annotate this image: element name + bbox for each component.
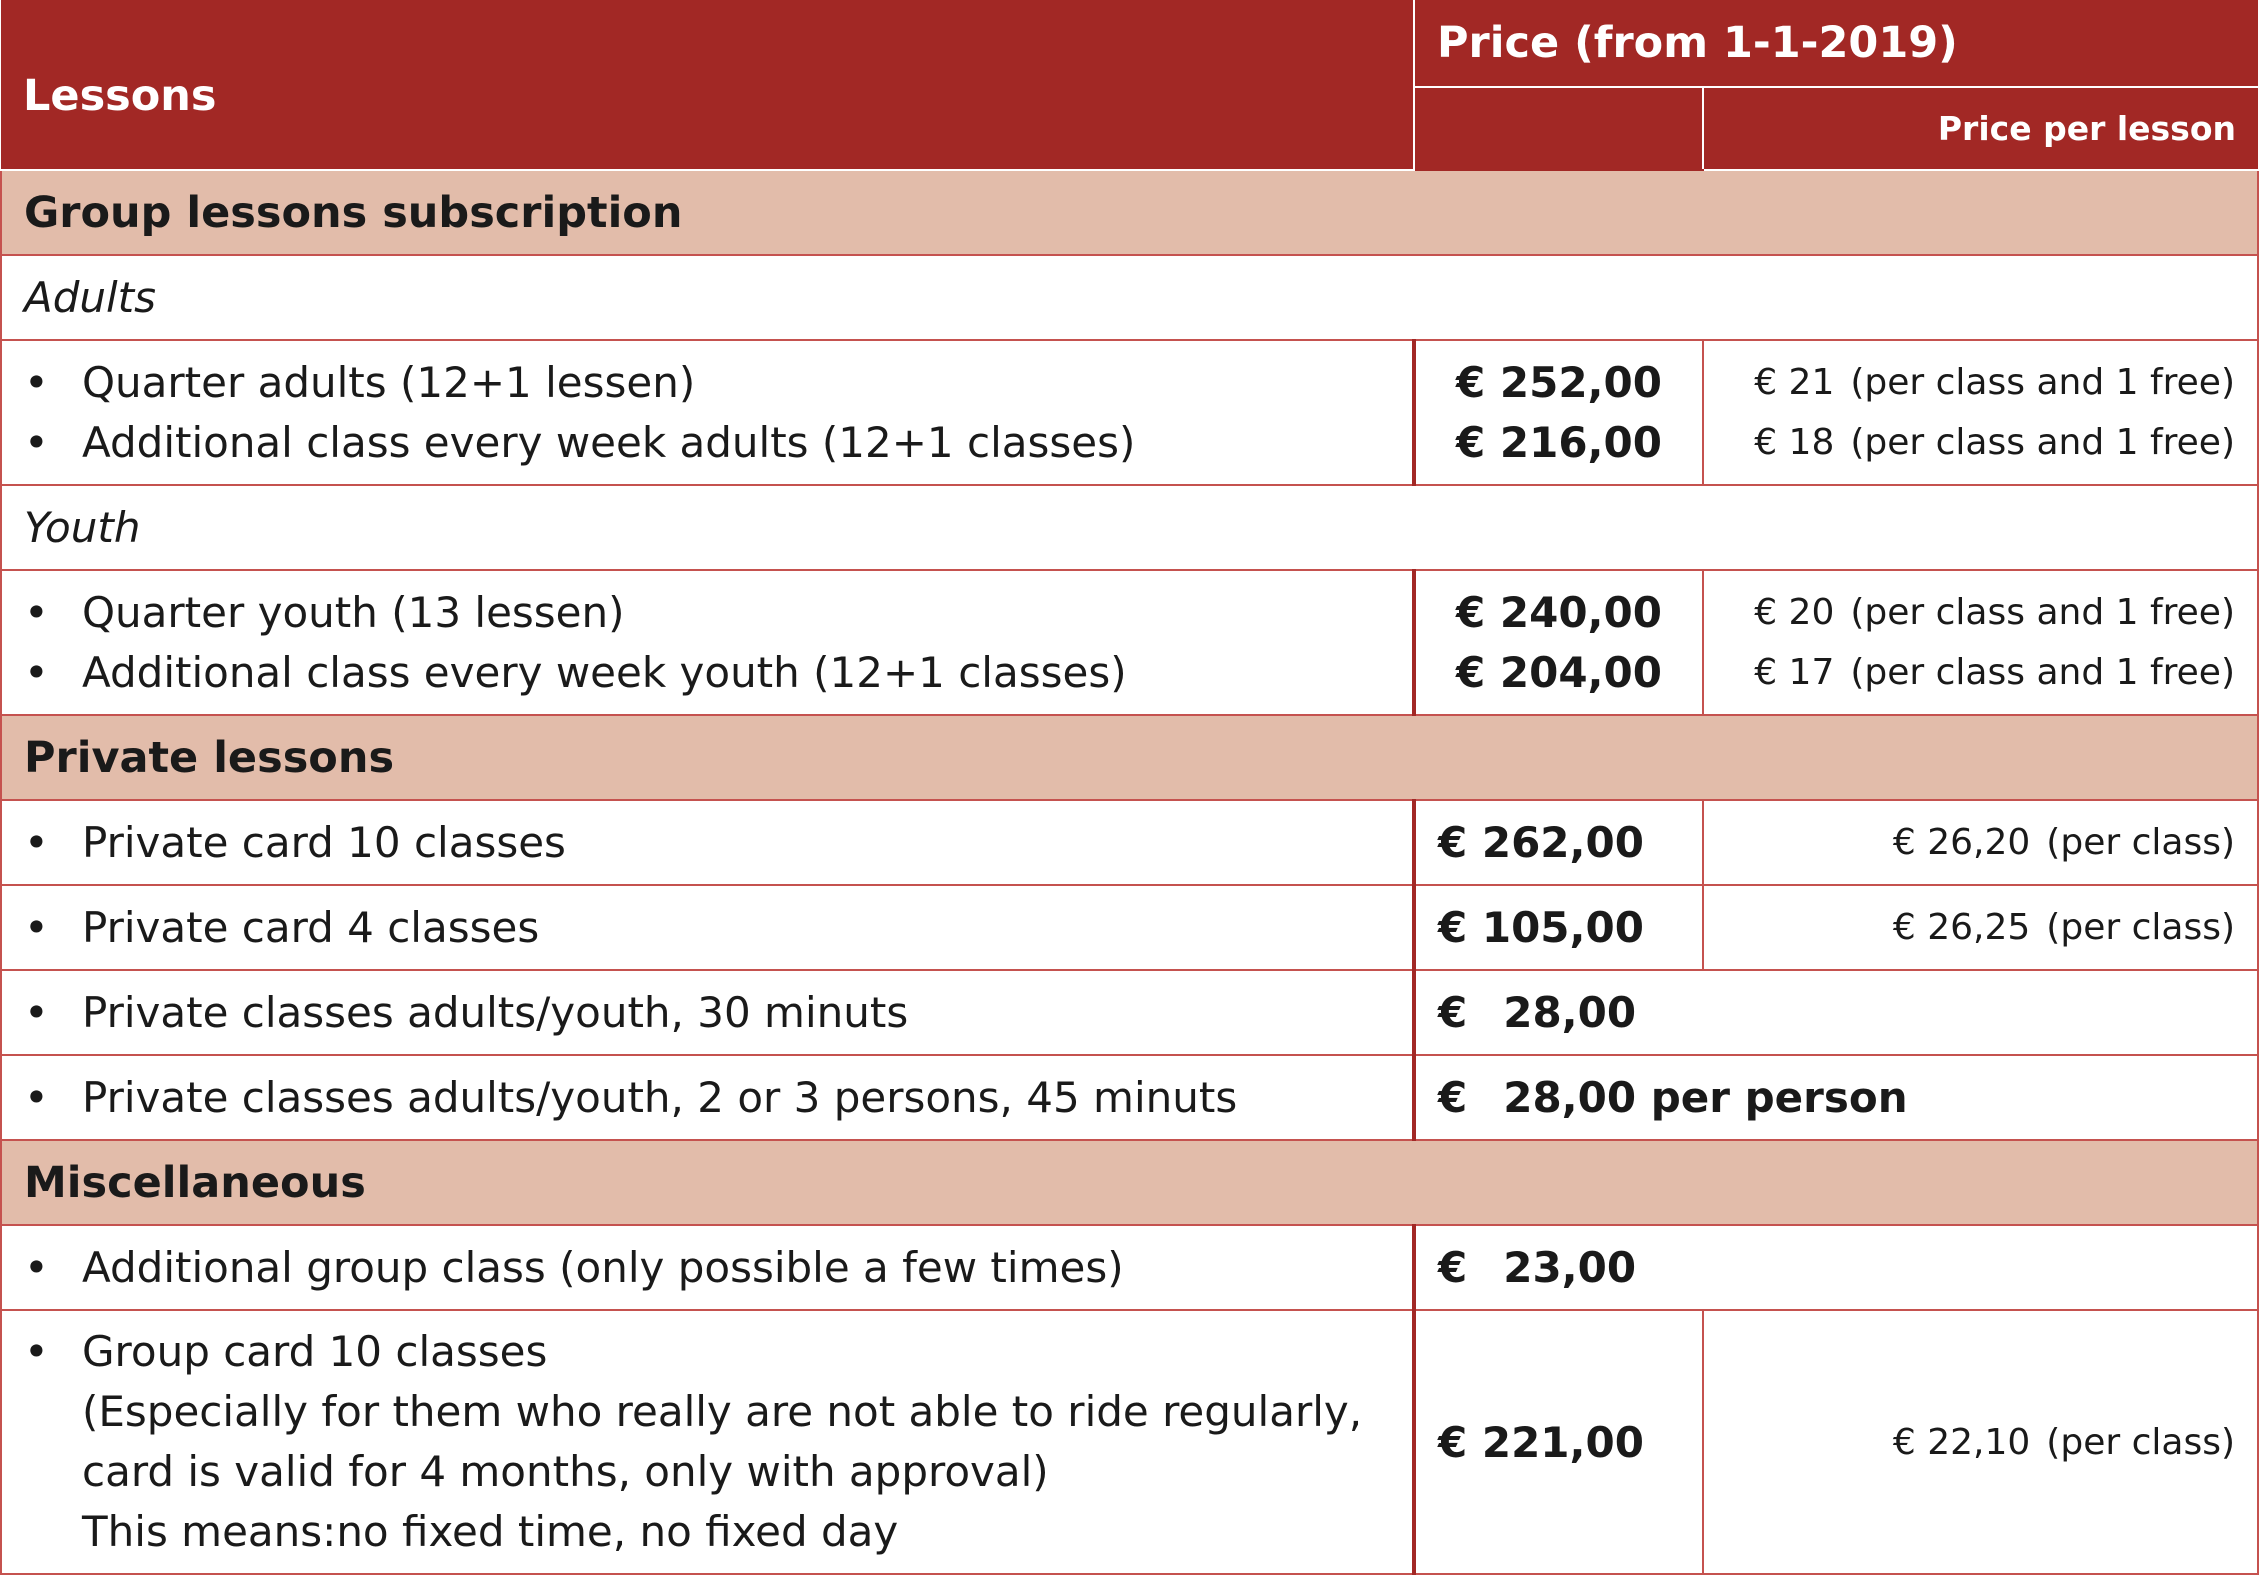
table-row-adults [1, 340, 2258, 485]
bullet: • [24, 357, 49, 407]
list-item [24, 353, 1390, 413]
lesson-label: Private classes adults/youth, 2 or 3 persons, 45 minuts [82, 1072, 1238, 1122]
lesson-note: card is valid for 4 months, only with approval) [82, 1447, 1049, 1496]
table-row-misc-extra [1, 1225, 2258, 1310]
subsection-row-youth [1, 485, 2258, 570]
lesson-cell [1, 340, 1414, 485]
header-price-empty [1414, 87, 1703, 170]
lesson-label: Private classes adults/youth, 30 minuts [82, 987, 909, 1037]
per-lesson-cell [1703, 340, 2258, 485]
per-lesson-value: € 26,20 (per class) [1703, 800, 2258, 885]
price-value: € 240,00 [1456, 587, 1662, 637]
section-title-private: Private lessons [1, 715, 2258, 800]
bullet: • [24, 587, 49, 637]
section-row-private [1, 715, 2258, 800]
lesson-note: (Especially for them who really are not able to ride regularly, [82, 1387, 1363, 1436]
lesson-label: Additional class every week youth (12+1 classes) [82, 647, 1127, 697]
section-title-group: Group lessons subscription [1, 170, 2258, 255]
header-row [1, 0, 2258, 87]
table-row-private-30 [1, 970, 2258, 1055]
lesson-cell [1, 1225, 1414, 1310]
subsection-row-adults [1, 255, 2258, 340]
table-row-private-45 [1, 1055, 2258, 1140]
bullet: • [24, 647, 49, 697]
section-row-misc [1, 1140, 2258, 1225]
table-row-private-card10 [1, 800, 2258, 885]
list-item [24, 1068, 1390, 1128]
per-lesson-value: € 22,10 (per class) [1703, 1310, 2258, 1574]
per-lesson-value: € 21 (per class and 1 free) [1754, 361, 2235, 403]
lesson-cell [1, 800, 1414, 885]
price-cell [1414, 340, 1703, 485]
subsection-title-adults: Adults [1, 255, 2258, 340]
bullet: • [24, 987, 49, 1037]
header-lessons: Lessons [1, 0, 1414, 170]
lesson-cell [1, 570, 1414, 715]
subsection-title-youth: Youth [1, 485, 2258, 570]
list-item [24, 643, 1390, 703]
section-row-group [1, 170, 2258, 255]
price-value: € 105,00 [1414, 885, 1703, 970]
list-item [24, 983, 1390, 1043]
price-value: € 28,00 [1414, 970, 2258, 1055]
bullet: • [24, 817, 49, 867]
lesson-label: Group card 10 classes [82, 1327, 548, 1376]
price-value: € 204,00 [1456, 647, 1662, 697]
bullet: • [24, 1072, 49, 1122]
table-row-youth [1, 570, 2258, 715]
lesson-label: Quarter adults (12+1 lessen) [82, 357, 696, 407]
list-item [24, 1322, 1390, 1382]
per-lesson-value: € 26,25 (per class) [1703, 885, 2258, 970]
section-title-misc: Miscellaneous [1, 1140, 2258, 1225]
price-value: € 28,00 per person [1414, 1055, 2258, 1140]
table-row-private-card4 [1, 885, 2258, 970]
price-cell [1414, 570, 1703, 715]
list-item [24, 813, 1390, 873]
price-value: € 262,00 [1414, 800, 1703, 885]
bullet: • [24, 417, 49, 467]
bullet: • [24, 1327, 49, 1376]
table-row-misc-groupcard [1, 1310, 2258, 1574]
price-value: € 221,00 [1414, 1310, 1703, 1574]
price-value: € 216,00 [1456, 417, 1662, 467]
list-item [24, 583, 1390, 643]
list-item [24, 1238, 1390, 1298]
lesson-label: Additional class every week adults (12+1 classes) [82, 417, 1136, 467]
per-lesson-cell [1703, 570, 2258, 715]
per-lesson-value: € 20 (per class and 1 free) [1754, 591, 2235, 633]
lesson-cell [1, 970, 1414, 1055]
bullet: • [24, 902, 49, 952]
price-value: € 252,00 [1456, 357, 1662, 407]
lesson-cell [1, 885, 1414, 970]
lesson-label: Additional group class (only possible a few times) [82, 1242, 1124, 1292]
lesson-note: This means:no fixed time, no fixed day [82, 1507, 899, 1556]
list-item [24, 413, 1390, 473]
header-price-per-lesson: Price per lesson [1703, 87, 2258, 170]
list-item [24, 898, 1390, 958]
price-value: € 23,00 [1414, 1225, 2258, 1310]
lesson-cell [1, 1310, 1414, 1574]
lesson-label: Private card 4 classes [82, 902, 540, 952]
bullet: • [24, 1242, 49, 1292]
per-lesson-value: € 18 (per class and 1 free) [1754, 421, 2235, 463]
lesson-cell [1, 1055, 1414, 1140]
lesson-label: Private card 10 classes [82, 817, 566, 867]
lesson-label: Quarter youth (13 lessen) [82, 587, 625, 637]
header-price-title: Price (from 1-1-2019) [1414, 0, 2258, 87]
per-lesson-value: € 17 (per class and 1 free) [1754, 651, 2235, 693]
